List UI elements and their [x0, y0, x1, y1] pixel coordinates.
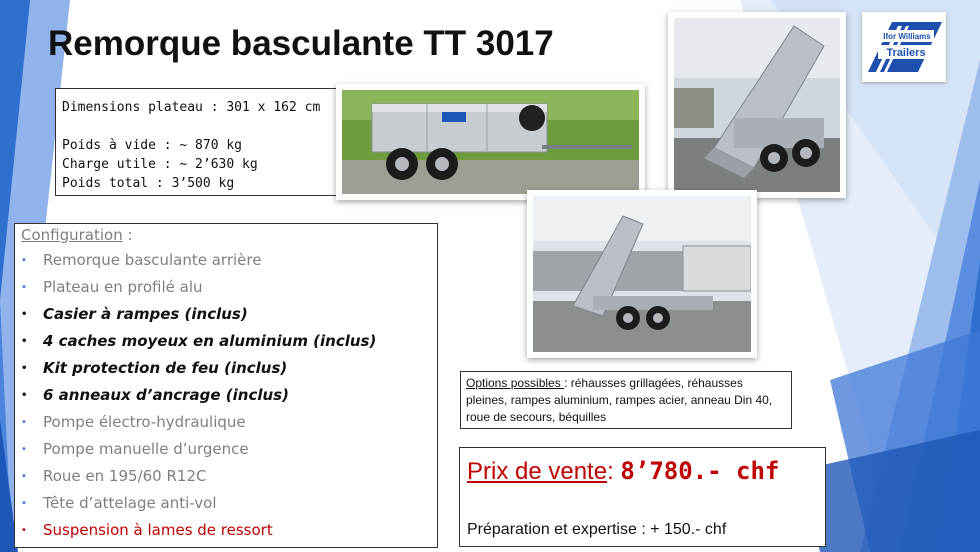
configuration-item [21, 436, 431, 463]
configuration-item [21, 382, 431, 409]
price-line: Prix de vente: 8’780.- chf [467, 457, 780, 485]
price-box [459, 447, 826, 547]
spec-poids-total: Poids total : 3’500 kg [62, 176, 235, 191]
trailer-photo-tipped-rear [668, 12, 846, 198]
configuration-item [21, 274, 431, 301]
configuration-item [21, 490, 431, 517]
bullet-icon: • [21, 282, 27, 293]
page-title: Remorque basculante TT 3017 [48, 24, 554, 63]
bullet-icon: • [21, 255, 27, 266]
spec-poids-vide: Poids à vide : ~ 870 kg [62, 138, 243, 153]
bullet-icon: • [21, 336, 28, 347]
options-box [460, 371, 792, 429]
configuration-item [21, 517, 431, 544]
preparation-cost: Préparation et expertise : + 150.- chf [467, 521, 727, 538]
configuration-item-label: Roue en 195/60 R12C [43, 467, 207, 485]
configuration-item-label: 6 anneaux d’ancrage (inclus) [43, 386, 289, 404]
configuration-item-label: Remorque basculante arrière [43, 251, 262, 269]
options-label: Options possibles [466, 376, 565, 390]
spec-dimensions: Dimensions plateau : 301 x 162 cm [62, 100, 321, 115]
ifor-williams-logo [862, 12, 946, 82]
configuration-item-label: Plateau en profilé alu [43, 278, 203, 296]
configuration-item [21, 301, 431, 328]
bullet-icon: • [21, 363, 28, 374]
spec-charge-utile: Charge utile : ~ 2’630 kg [62, 157, 258, 172]
bullet-icon: • [21, 471, 27, 482]
configuration-item-label: 4 caches moyeux en aluminium (inclus) [43, 332, 377, 350]
configuration-item [21, 328, 431, 355]
options-text: : réhausses grillagées, réhausses pleines, rampes aluminium, rampes acier, anneau Din 40, roue de secours, béquilles [466, 376, 773, 424]
bullet-icon: • [21, 525, 27, 536]
configuration-item-label: Pompe électro-hydraulique [43, 413, 246, 431]
configuration-heading: Configuration : [21, 226, 133, 244]
logo-text-line1: Ifor Williams [883, 32, 931, 41]
configuration-item-label: Kit protection de feu (inclus) [43, 359, 288, 377]
configuration-item-label: Suspension à lames de ressort [43, 521, 273, 539]
logo-text-line2: Trailers [886, 47, 926, 59]
bullet-icon: • [21, 417, 27, 428]
bullet-icon: • [21, 498, 27, 509]
configuration-item [21, 463, 431, 490]
trailer-photo-tipped-yard [527, 190, 757, 358]
trailer-photo-side [336, 84, 645, 200]
bullet-icon: • [21, 390, 28, 401]
configuration-item [21, 409, 431, 436]
price-label: Prix de vente [467, 458, 608, 485]
configuration-item-label: Tête d’attelage anti-vol [43, 494, 217, 512]
configuration-item-label: Pompe manuelle d’urgence [43, 440, 249, 458]
configuration-item [21, 355, 431, 382]
configuration-item-label: Casier à rampes (inclus) [43, 305, 248, 323]
configuration-list [21, 247, 431, 544]
configuration-item [21, 247, 431, 274]
price-value: 8’780.- chf [620, 457, 780, 485]
specs-box [55, 88, 345, 196]
bullet-icon: • [21, 309, 28, 320]
configuration-box [14, 223, 438, 548]
bullet-icon: • [21, 444, 27, 455]
